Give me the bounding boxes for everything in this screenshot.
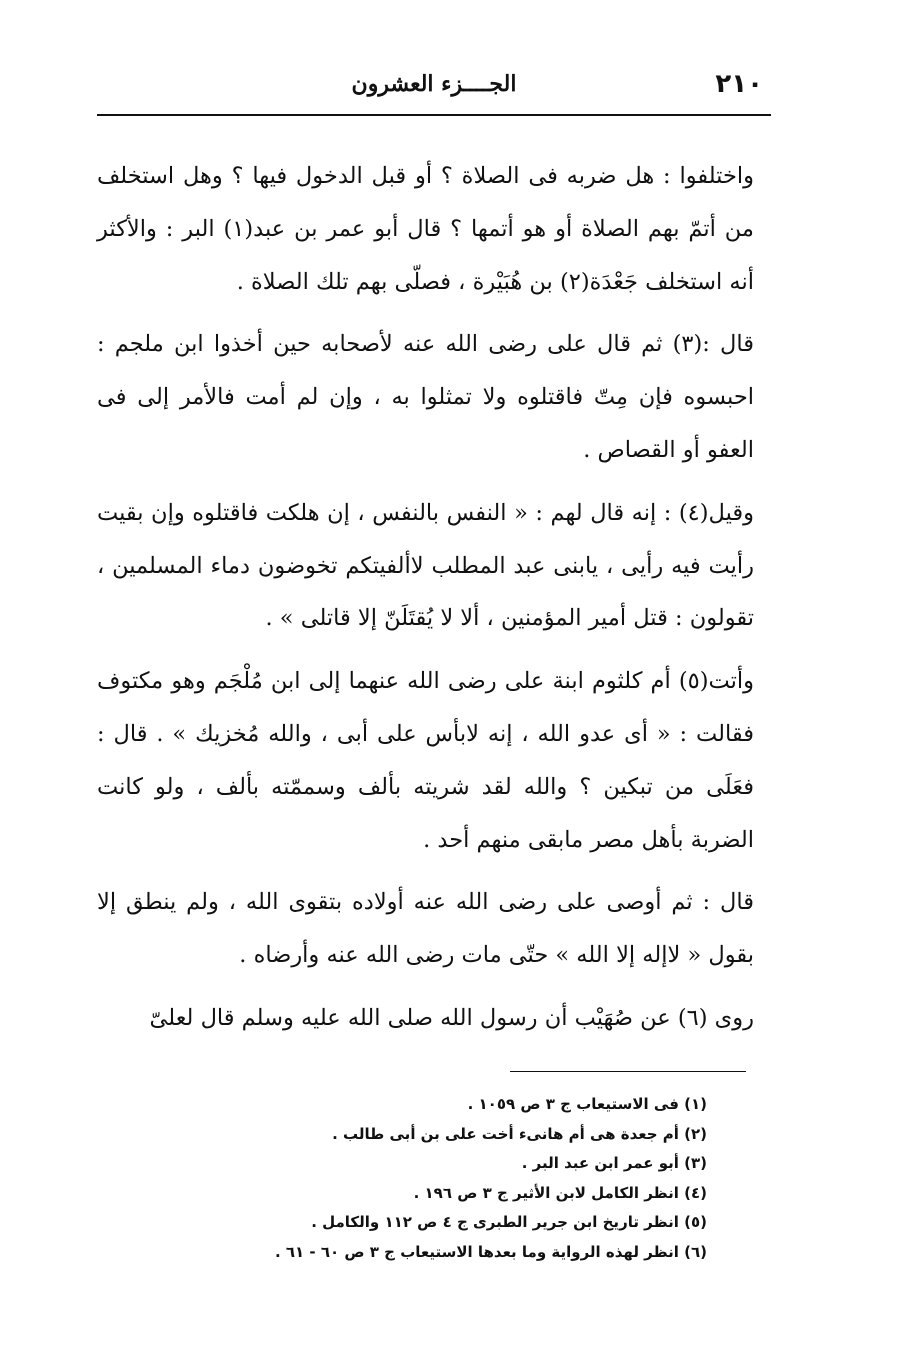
- paragraph: وأتت(٥) أم كلثوم ابنة على رضى الله عنهما إلى ابن مُلْجَم وهو مكتوف فقالت : « أى عدو الله ، إنه لابأس على أبى ، والله مُخزيك » . قال : فعَلَى من تبكين ؟ والله لقد شريته بألف وسممّته بألف ، ولو كانت الضربة بأهل مصر مابقى منهم أحد .: [97, 668, 754, 853]
- page-number: ٢١٠: [715, 69, 763, 99]
- footnote: (٢) أم جعدة هى أم هانىء أخت على بن أبى طالب .: [332, 1124, 707, 1143]
- footnote: (٤) انظر الكامل لابن الأثير ج ٣ ص ١٩٦ .: [413, 1183, 707, 1202]
- header-rule: [97, 114, 771, 116]
- footnotes: [187, 1090, 707, 1267]
- paragraph: واختلفوا : هل ضربه فى الصلاة ؟ أو قبل الدخول فيها ؟ وهل استخلف من أتمّ بهم الصلاة أو هو أتمها ؟ قال أبو عمر بن عبد(١) البر : والأكثر أنه استخلف جَعْدَة(٢) بن هُبَيْرة ، فصلّى بهم تلك الصلاة .: [97, 163, 754, 295]
- paragraph: قال :(٣) ثم قال على رضى الله عنه لأصحابه حين أخذوا ابن ملجم : احبسوه فإن مِتّ فاقتلوه ولا تمثلوا به ، وإن لم أمت فالأمر إلى فى العفو أو القصاص .: [97, 331, 754, 463]
- running-title: الجــــزء العشرون: [351, 71, 517, 97]
- page-header: [97, 66, 771, 102]
- footnote: (٦) انظر لهذه الرواية وما بعدها الاستيعاب ج ٣ ص ٦٠ - ٦١ .: [274, 1242, 707, 1261]
- footnote-rule: [510, 1071, 746, 1072]
- paragraph: قال : ثم أوصى على رضى الله عنه أولاده بتقوى الله ، ولم ينطق إلا بقول « لاإله إلا الله » حتّى مات رضى الله عنه وأرضاه .: [97, 889, 754, 969]
- footnote: (٣) أبو عمر ابن عبد البر .: [521, 1154, 707, 1172]
- paragraph: روى (٦) عن صُهَيْب أن رسول الله صلى الله عليه وسلم قال لعلىّ: [149, 1004, 754, 1031]
- footnote: (١) فى الاستيعاب ج ٣ ص ١٠٥٩ .: [467, 1095, 707, 1113]
- footnote: (٥) انظر تاريخ ابن جرير الطبرى ج ٤ ص ١١٢ والكامل .: [311, 1213, 707, 1231]
- main-text: [97, 150, 754, 1045]
- paragraph: وقيل(٤) : إنه قال لهم : « النفس بالنفس ، إن هلكت فاقتلوه وإن بقيت رأيت فيه رأيى ، يابنى عبد المطلب لاألفيتكم تخوضون دماء المسلمين ، تقولون : قتل أمير المؤمنين ، ألا لا يُقتَلَنّ إلا قاتلى » .: [97, 499, 754, 632]
